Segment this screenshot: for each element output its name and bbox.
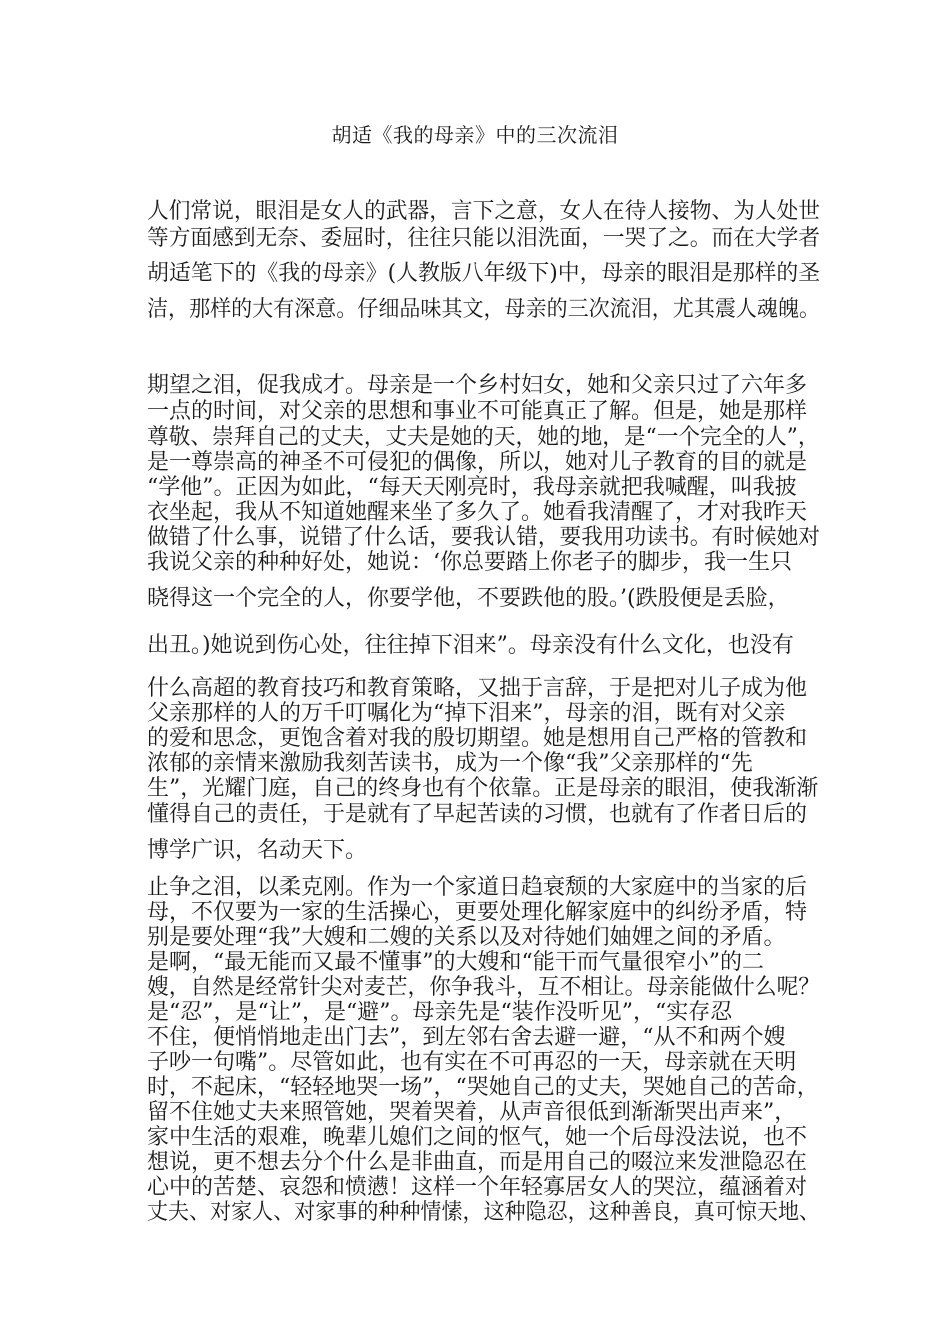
- text-line: 子吵一句嘴”。尽管如此，也有实在不可再忍的一天，母亲就在天明: [147, 1050, 797, 1075]
- text-line: 衣坐起，我从不知道她醒来坐了多久了。她看我清醒了，才对我昨天: [147, 500, 808, 525]
- document-title: 胡适《我的母亲》中的三次流泪: [331, 123, 619, 147]
- text-line: 尊敬、崇拜自己的丈夫，丈夫是她的天，她的地，是“一个完全的人”，: [147, 425, 820, 450]
- text-line: 止争之泪，以柔克刚。作为一个家道日趋衰颓的大家庭中的当家的后: [147, 875, 808, 900]
- text-line: 时，不起床，“轻轻地哭一场”，“哭她自己的丈夫，哭她自己的苦命，: [147, 1075, 819, 1100]
- text-line: 期望之泪，促我成才。母亲是一个乡村妇女，她和父亲只过了六年多: [147, 373, 808, 398]
- text-line: 别是要处理“我”大嫂和二嫂的关系以及对待她们妯娌之间的矛盾。: [147, 925, 786, 950]
- text-line: 等方面感到无奈、委屈时，往往只能以泪洗面，一哭了之。而在大学者: [147, 226, 821, 251]
- text-line: 的爱和思念，更饱含着对我的殷切期望。她是想用自己严格的管教和: [147, 726, 808, 751]
- text-line: 是“忍”，是“让”，是“避”。母亲先是“装作没听见”，“实存忍: [147, 1000, 733, 1025]
- text-line: 生”，光耀门庭，自己的终身也有个依靠。正是母亲的眼泪，使我渐渐: [147, 776, 819, 801]
- text-line: 人们常说，眼泪是女人的武器，言下之意，女人在待人接物、为人处世: [147, 199, 821, 224]
- text-line: 家中生活的艰难，晚辈儿媳们之间的怄气，她一个后母没法说，也不: [147, 1125, 808, 1150]
- text-line: 出丑。)她说到伤心处，往往掉下泪来”。母亲没有什么文化，也没有: [147, 633, 794, 658]
- text-line: 博学广识，名动天下。: [147, 838, 368, 863]
- text-line: 心中的苦楚、哀怨和愤懑！这样一个年轻寡居女人的哭泣，蕴涵着对: [147, 1175, 808, 1200]
- text-line: 洁，那样的大有深意。仔细品味其文，母亲的三次流泪，尤其震人魂魄。: [147, 297, 821, 322]
- text-line: 父亲那样的人的万千叮嘱化为“掉下泪来”，母亲的泪，既有对父亲: [147, 701, 786, 726]
- text-line: 胡适笔下的《我的母亲》(人教版八年级下)中，母亲的眼泪是那样的圣: [147, 261, 821, 286]
- text-line: 懂得自己的责任，于是就有了早起苦读的习惯，也就有了作者日后的: [147, 802, 808, 827]
- text-line: 做错了什么事，说错了什么话，要我认错，要我用功读书。有时候她对: [147, 525, 821, 550]
- text-line: 嫂，自然是经常针尖对麦芒，你争我斗，互不相让。母亲能做什么呢？: [147, 975, 821, 1000]
- text-line: 什么高超的教育技巧和教育策略，又拙于言辞，于是把对儿子成为他: [147, 676, 808, 701]
- text-line: 浓郁的亲情来激励我刻苦读书，成为一个像“我”父亲那样的“先: [147, 751, 753, 776]
- text-line: 我说父亲的种种好处，她说：‘你总要踏上你老子的脚步，我一生只: [147, 550, 792, 575]
- text-line: 母，不仅要为一家的生活操心，更要处理化解家庭中的纠纷矛盾，特: [147, 900, 808, 925]
- text-line: 留不住她丈夫来照管她，哭着哭着，从声音很低到渐渐哭出声来”，: [147, 1100, 797, 1125]
- text-line: 不住，便悄悄地走出门去”，到左邻右舍去避一避，“从不和两个嫂: [147, 1025, 786, 1050]
- text-line: 晓得这一个完全的人，你要学他，不要跌他的股。’(跌股便是丢脸，: [147, 586, 790, 611]
- text-line: 是啊，“最无能而又最不懂事”的大嫂和“能干而气量很窄小”的二: [147, 950, 764, 975]
- text-line: 丈夫、对家人、对家事的种种情愫，这种隐忍，这种善良，真可惊天地、: [147, 1200, 821, 1225]
- text-line: “学他”。正因为如此，“每天天刚亮时，我母亲就把我喊醒，叫我披: [147, 475, 797, 500]
- text-line: 想说，更不想去分个什么是非曲直，而是用自己的啜泣来发泄隐忍在: [147, 1150, 808, 1175]
- text-line: 是一尊崇高的神圣不可侵犯的偶像，所以，她对儿子教育的目的就是: [147, 450, 808, 475]
- text-line: 一点的时间，对父亲的思想和事业不可能真正了解。但是，她是那样: [147, 399, 808, 424]
